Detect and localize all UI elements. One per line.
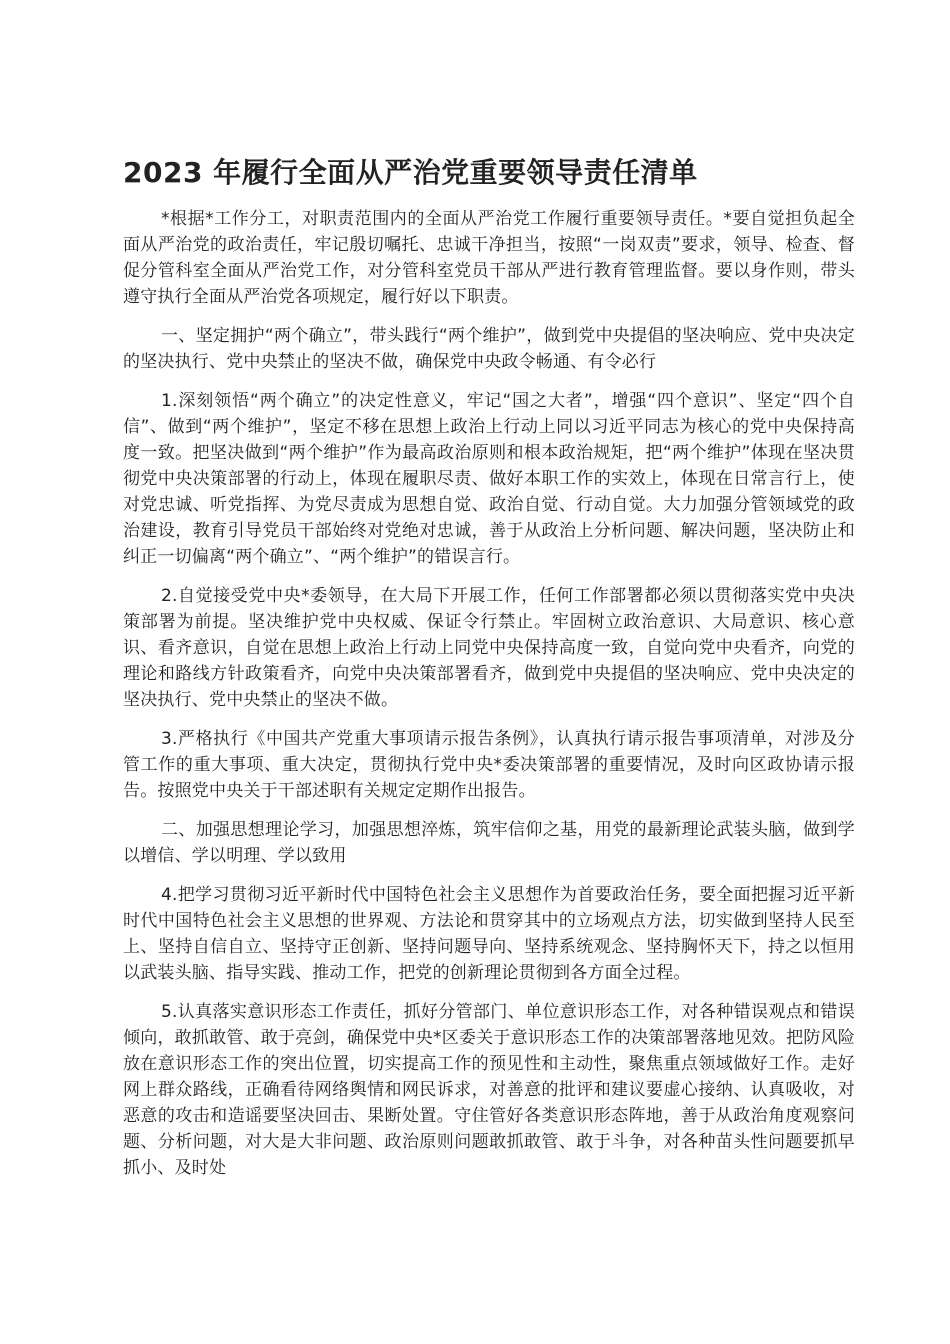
document-page xyxy=(123,150,855,1194)
item-paragraph-5: 5.认真落实意识形态工作责任，抓好分管部门、单位意识形态工作，对各种错误观点和错误倾向，敢抓敢管、敢于亮剑，确保党中央*区委关于意识形态工作的决策部署落地见效。把防风险放在意识形态工作的突出位置，切实提高工作的预见性和主动性，聚焦重点领域做好工作。走好网上群众路线，正确看待网络舆情和网民诉求，对善意的批评和建议要虚心接纳、认真吸收，对恶意的攻击和造谣要坚决回击、果断处置。守住管好各类意识形态阵地，善于从政治角度观察问题、分析问题，对大是大非问题、政治原则问题敢抓敢管、敢于斗争，对各种苗头性问题要抓早抓小、及时处 xyxy=(123,1002,855,1178)
document-title: 2023 年履行全面从严治党重要领导责任清单 xyxy=(123,156,698,189)
item-paragraph-3: 3.严格执行《中国共产党重大事项请示报告条例》，认真执行请示报告事项清单，对涉及分管工作的重大事项、重大决定，贯彻执行党中央*委决策部署的重要情况，及时向区政协请示报告。按照党中央关于干部述职有关规定定期作出报告。 xyxy=(123,729,855,801)
section-heading-one: 一、坚定拥护“两个确立”，带头践行“两个维护”，做到党中央提倡的坚决响应、党中央决定的坚决执行、党中央禁止的坚决不做，确保党中央政令畅通、有令必行 xyxy=(123,326,855,372)
item-paragraph-2: 2.自觉接受党中央*委领导，在大局下开展工作，任何工作部署都必须以贯彻落实党中央决策部署为前提。坚决维护党中央权威、保证令行禁止。牢固树立政治意识、大局意识、核心意识、看齐意识，自觉在思想上政治上行动上同党中央保持高度一致，自觉向党中央看齐，向党的理论和路线方针政策看齐，向党中央决策部署看齐，做到党中央提倡的坚决响应、党中央决定的坚决执行、党中央禁止的坚决不做。 xyxy=(123,586,855,710)
item-paragraph-1: 1.深刻领悟“两个确立”的决定性意义，牢记“国之大者”，增强“四个意识”、坚定“四个自信”、做到“两个维护”，坚定不移在思想上政治上行动上同以习近平同志为核心的党中央保持高度一致。把坚决做到“两个维护”作为最高政治原则和根本政治规矩，把“两个维护”体现在坚决贯彻党中央决策部署的行动上，体现在履职尽责、做好本职工作的实效上，体现在日常言行上，使对党忠诚、听党指挥、为党尽责成为思想自觉、政治自觉、行动自觉。大力加强分管领域党的政治建设，教育引导党员干部始终对党绝对忠诚，善于从政治上分析问题、解决问题，坚决防止和纠正一切偏离“两个确立”、“两个维护”的错误言行。 xyxy=(123,391,855,567)
section-heading-two: 二、加强思想理论学习，加强思想淬炼，筑牢信仰之基，用党的最新理论武装头脑，做到学以增信、学以明理、学以致用 xyxy=(123,820,855,866)
item-paragraph-4: 4.把学习贯彻习近平新时代中国特色社会主义思想作为首要政治任务，要全面把握习近平新时代中国特色社会主义思想的世界观、方法论和贯穿其中的立场观点方法，切实做到坚持人民至上、坚持自信自立、坚持守正创新、坚持问题导向、坚持系统观念、坚持胸怀天下，持之以恒用以武装头脑、指导实践、推动工作，把党的创新理论贯彻到各方面全过程。 xyxy=(123,885,855,983)
intro-paragraph: *根据*工作分工，对职责范围内的全面从严治党工作履行重要领导责任。*要自觉担负起全面从严治党的政治责任，牢记殷切嘱托、忠诚干净担当，按照“一岗双责”要求，领导、检查、督促分管科室全面从严治党工作，对分管科室党员干部从严进行教育管理监督。要以身作则，带头遵守执行全面从严治党各项规定，履行好以下职责。 xyxy=(123,209,855,307)
